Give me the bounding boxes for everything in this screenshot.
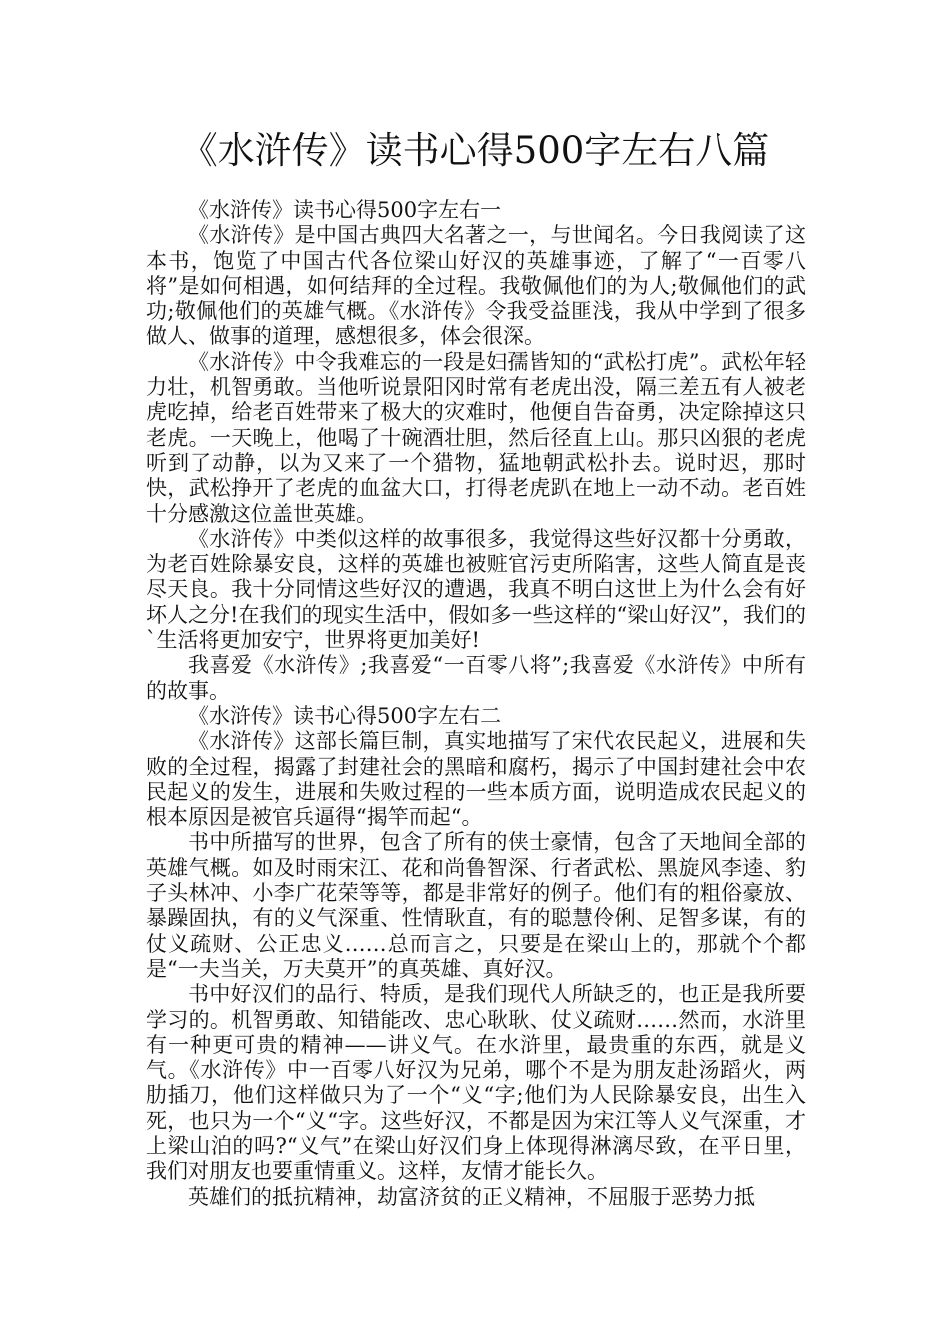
section-heading-1: 《水浒传》读书心得500字左右一	[188, 198, 502, 222]
paragraph: 《水浒传》中令我难忘的一段是妇孺皆知的“武松打虎”。武松年轻力壮，机智勇敢。当他听说景阳冈时常有老虎出没，隔三差五有人被老虎吃掉，给老百姓带来了极大的灾难时，他便自告奋勇，决定除掉这只老虎。一天晚上，他喝了十碗酒壮胆，然后径直上山。那只凶狠的老虎听到了动静，以为又来了一个猎物，猛地朝武松扑去。说时迟，那时快，武松挣开了老虎的血盆大口，打得老虎趴在地上一动不动。老百姓十分感激这位盖世英雄。	[146, 349, 806, 526]
document-title: 《水浒传》读书心得500字左右八篇	[180, 129, 770, 172]
paragraph: 我喜爱《水浒传》;我喜爱“一百零八将”;我喜爱《水浒传》中所有的故事。	[146, 653, 806, 703]
paragraph: 《水浒传》中类似这样的故事很多，我觉得这些好汉都十分勇敢，为老百姓除暴安良，这样的英雄也被赃官污吏所陷害，这些人简直是丧尽天良。我十分同情这些好汉的遭遇，我真不明白这世上为什么会有好坏人之分!在我们的现实生活中，假如多一些这样的“梁山好汉”，我们的`生活将更加安宁，世界将更加美好!	[146, 526, 806, 653]
paragraph: 书中好汉们的品行、特质，是我们现代人所缺乏的，也正是我所要学习的。机智勇敢、知错能改、忠心耿耿、仗义疏财……然而，水浒里有一种更可贵的精神——讲义气。在水浒里，最贵重的东西，就是义气。《水浒传》中一百零八好汉为兄弟，哪个不是为朋友赴汤蹈火，两肋插刀，他们这样做只为了一个“义“字;他们为人民除暴安良，出生入死，也只为一个“义“字。这些好汉，不都是因为宋江等人义气深重，才上梁山泊的吗?“义气”在梁山好汉们身上体现得淋漓尽致，在平日里，我们对朋友也要重情重义。这样，友情才能长久。	[146, 982, 806, 1184]
paragraph: 英雄们的抵抗精神，劫富济贫的正义精神，不屈服于恶势力抵	[188, 1184, 755, 1209]
paragraph: 《水浒传》是中国古典四大名著之一，与世闻名。今日我阅读了这本书，饱览了中国古代各位梁山好汉的英雄事迹，了解了“一百零八将”是如何相遇，如何结拜的全过程。我敬佩他们的为人;敬佩他们的武功;敬佩他们的英雄气概。《水浒传》令我受益匪浅，我从中学到了很多做人、做事的道理，感想很多，体会很深。	[146, 223, 806, 349]
section-heading-2: 《水浒传》读书心得500字左右二	[188, 703, 502, 728]
document-body	[146, 198, 806, 1210]
paragraph: 书中所描写的世界，包含了所有的侠士豪情，包含了天地间全部的英雄气概。如及时雨宋江、花和尚鲁智深、行者武松、黑旋风李逵、豹子头林冲、小李广花荣等等，都是非常好的例子。他们有的粗俗豪放、暴躁固执，有的义气深重、性情耿直，有的聪慧伶俐、足智多谋，有的仗义疏财、公正忠义……总而言之，只要是在梁山上的，那就个个都是“一夫当关，万夫莫开”的真英雄、真好汉。	[146, 830, 806, 981]
paragraph: 《水浒传》这部长篇巨制，真实地描写了宋代农民起义，进展和失败的全过程，揭露了封建社会的黑暗和腐朽，揭示了中国封建社会中农民起义的发生，进展和失败过程的一些本质方面，说明造成农民起义的根本原因是被官兵逼得“揭竿而起“。	[146, 729, 806, 830]
